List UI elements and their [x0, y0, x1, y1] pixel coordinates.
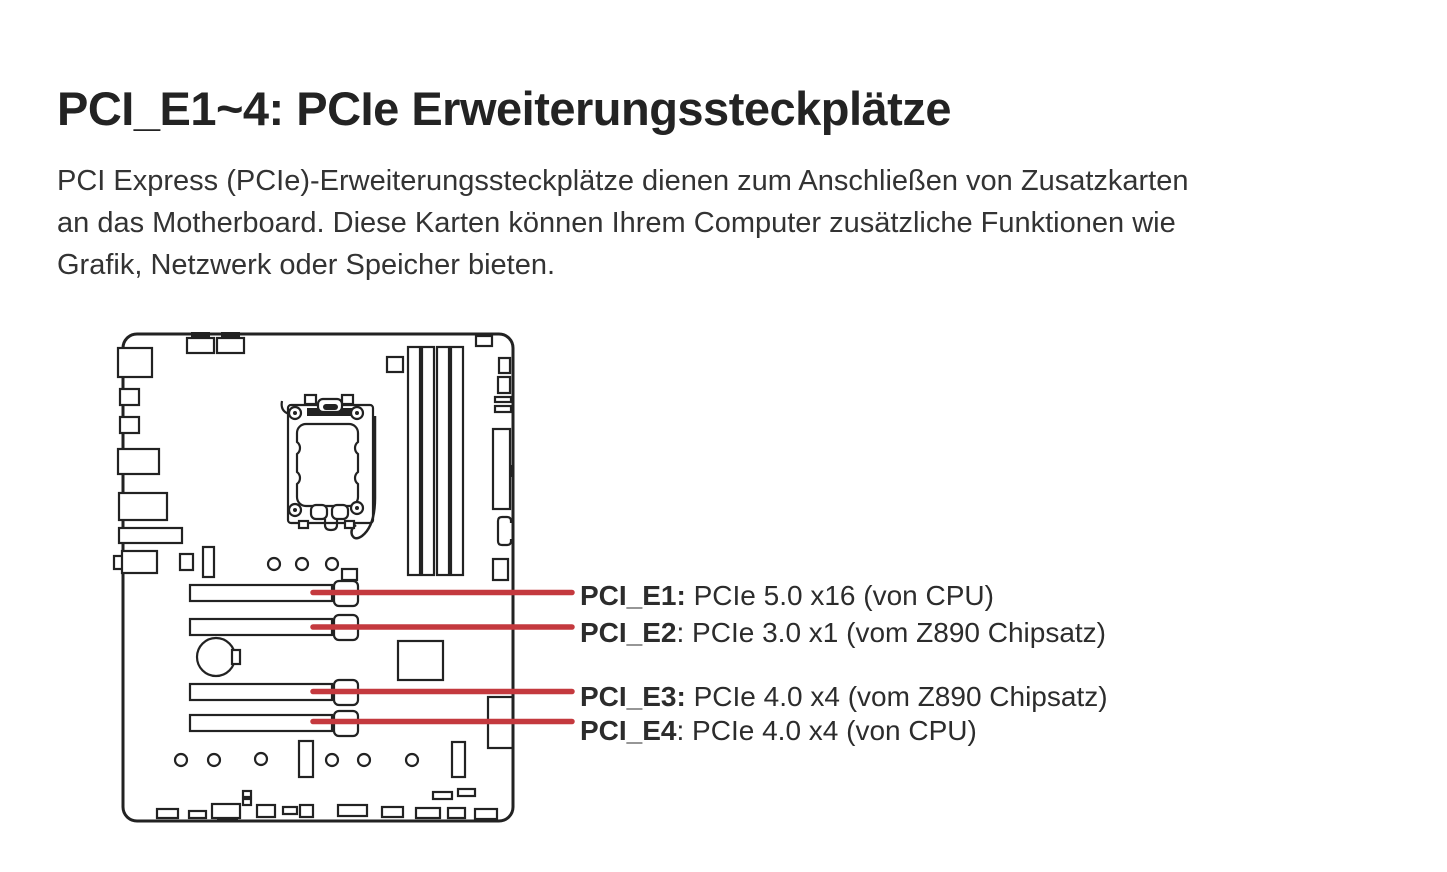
- slot-description: PCIe 5.0 x16 (von CPU): [685, 580, 994, 611]
- intro-line-2: an das Motherboard. Diese Karten können Ihrem Computer zusätzliche Funktionen wie: [57, 207, 1176, 239]
- slot-name: PCI_E4: [580, 715, 677, 746]
- chipset: [398, 641, 443, 680]
- page-title: PCI_E1~4: PCIe Erweiterungssteckplätze: [57, 82, 951, 135]
- header: [342, 569, 357, 580]
- cpu-socket: [282, 395, 375, 538]
- m2-standoff: [452, 742, 465, 777]
- slot-description: : PCIe 3.0 x1 (vom Z890 Chipsatz): [676, 617, 1107, 648]
- intro-line-1: PCI Express (PCIe)-Erweiterungssteckplätze dienen zum Anschließen von Zusatzkarten: [57, 165, 1189, 197]
- callout-label-pci-e2: [580, 618, 1106, 647]
- header: [203, 547, 214, 577]
- callout-label-pci-e1: [580, 581, 994, 610]
- slot-description: PCIe 4.0 x4 (vom Z890 Chipsatz): [685, 681, 1108, 712]
- intro-line-3: Grafik, Netzwerk oder Speicher bieten.: [57, 249, 556, 281]
- slot-name: PCI_E1:: [580, 580, 686, 611]
- callout-label-pci-e3: [580, 682, 1108, 711]
- slot-description: : PCIe 4.0 x4 (von CPU): [676, 715, 977, 746]
- slot-name: PCI_E3:: [580, 681, 686, 712]
- m2-standoff: [299, 741, 313, 777]
- standoff-holes-upper: [268, 558, 338, 570]
- callout-label-pci-e4: [580, 716, 977, 745]
- fan-header: [387, 357, 403, 372]
- slot-name: PCI_E2: [580, 617, 677, 648]
- header: [180, 554, 193, 570]
